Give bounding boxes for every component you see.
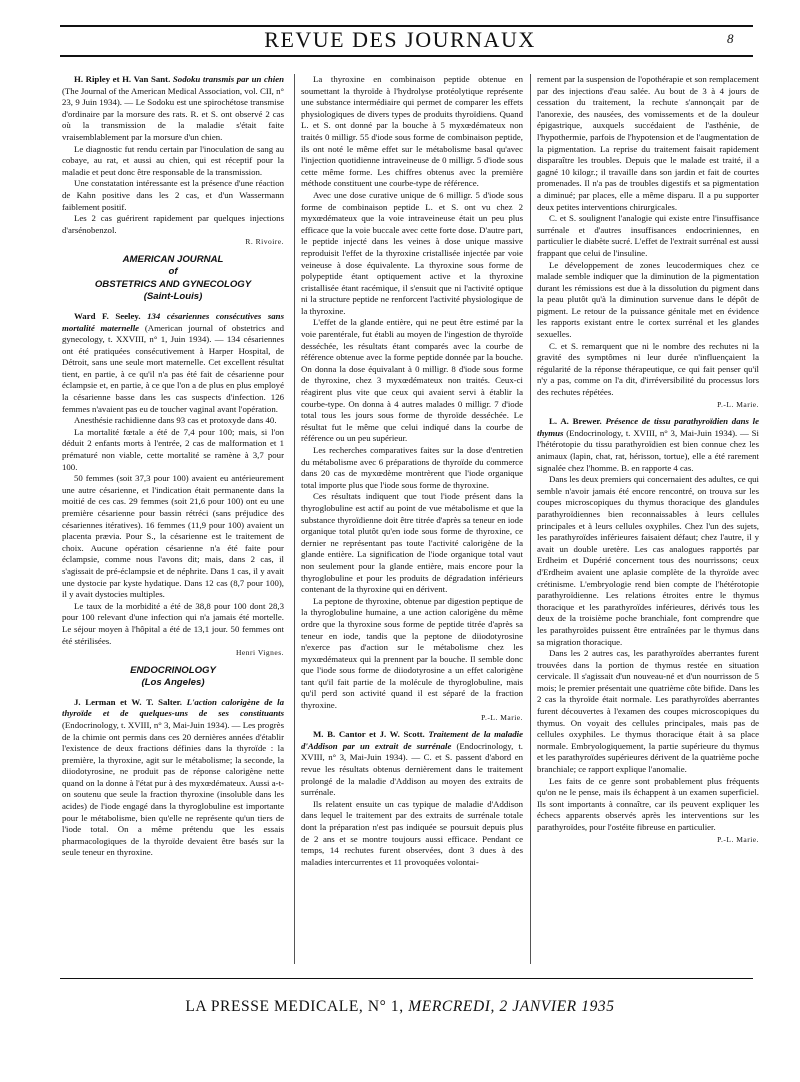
paragraph: Les faits de ce genre sont probablement plus fréquents qu'on ne le pense, mais ils échappent à un examen superficiel. Ils sont importants à connaître, car ils peuvent expliquer les échecs apparents observés après les interventions sur les parathyroïdes, pour l'ostéite fibreuse en particulier. — [537, 775, 759, 832]
article-authors: L. A. Brewer. — [549, 416, 602, 427]
article-body: (The Journal of the American Medical Association, vol. CII, n° 23, 9 Juin 1934). — Le Sodoku est une spirochétose transmise d'ordinaire par la morsure des rats. R. et S. ont observé 2 cas où la transmission de la maladie s'était faite vraisemblablement par la morsure d'un chien. — [62, 85, 284, 142]
article-authors: J. Lerman et W. T. Salter. — [74, 696, 182, 707]
paragraph: C. et S. remarquent que ni le nombre des rechutes ni la gravité des symptômes ni leur durée n'influençaient la régularité de la réponse thérapeutique, ce qui fait penser qu'il n'y a pas, comme on l'a dit, d'irréversibilité du processus lors des rechutes répétées. — [537, 340, 759, 398]
article-authors: Ward F. Seeley. — [74, 310, 141, 321]
article-body: (Endocrinology, t. XVIII, n° 3, Mai-Juin 1934). — C. et S. passent d'abord en revue les résultats obtenus dernièrement dans le traitement prolongé de la maladie d'Addison au moyen des extraits de surrénale. — [301, 740, 523, 798]
section-subheading: (Saint-Louis) — [143, 291, 203, 303]
section-heading: AMERICAN JOURNAL — [122, 253, 224, 265]
article-cantor — [301, 729, 523, 799]
article-title: Traitement de la maladie d'Addison par un extrait de surrénale — [301, 729, 523, 751]
section-subheading: (Los Angeles) — [141, 677, 205, 689]
signature: R. Rivoire. — [245, 237, 284, 247]
section-heading: ENDOCRINOLOGY — [130, 664, 216, 676]
paragraph: Le taux de la morbidité a été de 38,8 pour 100 dont 28,3 pour 100 relevant d'une infection qui n'a jamais été mortelle. Le séjour moyen à l'hôpital a été de 13,1 jour. 50 femmes ont été stérilisées. — [62, 600, 284, 646]
paragraph: Le développement de zones leucodermiques chez ce malade semble indiquer que la diminution de la pigmentation durant les rémissions est due à la dissolution du pigment dans la peau plutôt qu'à la diminution survenue dans le dépôt de pigment. Le retour de la puissance génitale met en évidence les rapports existant entre le cortex surrénal et les glandes sexuelles. — [537, 259, 759, 340]
signature: P.-L. Marie. — [481, 712, 523, 722]
section-heading: OBSTETRICS AND GYNECOLOGY — [94, 278, 252, 290]
article-title: Sodoku transmis par un chien — [172, 74, 284, 84]
paragraph: L'effet de la glande entière, qui ne peut être estimé par la voie parentérale, fut établi au moyen de l'ingestion de thyroïde desséchée, les résultats étant comparés avec la courbe de référence obtenue avec la forme peptide donnée par la bouche. On donna la dose équivalant à 0 milligr. 8 d'iode sous forme de thyroxine, chez 3 myxœdémateux non traités. Ceux-ci réagirent plus vite que ceux qui avaient servi à établir la courbe-type. On donna à 4 autres malades 0 milligr. 7 d'iode total tous les jours sous forme de thyroïde desséchée. Le résultat fut le même que celui indiqué dans la courbe de référence ou un peu supérieur. — [301, 317, 523, 444]
paragraph: Avec une dose curative unique de 6 milligr. 5 d'iode sous forme de combinaison peptide L. et S. ont vu chez 2 myxœdémateux que la voie intraveineuse était un peu plus efficace que la voie buccale avec cette forte dose. D'autre part, le peptide injecté dans les veines à dose unique massive reproduisit l'effet de la thyroxine cristallisée injectée par voie veineuse à dose équivalente. La thyroxine sous forme de polypeptide étant optiquement active et la thyroxine cristallisée étant racémique, il s'ensuit que ni l'activité optique ni la structure peptide ne renforcent l'activité physiologique de la thyroxine. — [301, 189, 523, 316]
article-title: 134 césariennes consécutives sans mortalité maternelle — [62, 310, 284, 333]
paragraph: rement par la suspension de l'opothérapie et son remplacement par des injections d'eau salée. Au bout de 3 à 4 jours de cessation du traitement, la rechute s'annonçait par de l'anorexie, des nausées, des vomissements et de la douleur épigastrique, auxquels succédaient de l'asthénie, de l'hypothermie, parfois de l'hypotension et de l'augmentation de la pigmentation. La reprise du traitement faisait rapidement disparaître les troubles. Depuis que le malade est traité, il a gagné 10 kilogr.; il travaille dans son jardin et fait de courtes promenades. Il n'a pas de troubles digestifs et sa pigmentation a diminué; par places, elle a même disparu. Il a pu supporter deux petites interventions chirurgicales. — [537, 74, 759, 212]
article-title: Présence de tissu parathyroïdien dans le thymus — [537, 416, 759, 438]
page-title: REVUE DES JOURNAUX — [264, 27, 536, 52]
article-authors: M. B. Cantor et J. W. Scott. — [313, 729, 425, 740]
paragraph: Le diagnostic fut rendu certain par l'inoculation de sang au cobaye, au rat, et aussi au chien, qui est réceptif pour la maladie et peut donc être responsable de la transmission. — [62, 143, 284, 177]
page-number: 8 — [727, 31, 734, 46]
paragraph: La peptone de thyroxine, obtenue par digestion peptique de la thyroglobuline humaine, a une action calorigène du même ordre que la thyroxine sous forme de peptide titrée d'après sa teneur en iode, tandis que la peptone de diiodotyrosine n'exerce pas d'action sur le métabolisme chez les myxœdémateux qui la prennent par la bouche. Il semble donc que l'iode sous forme de diiodotyrosine a un effet calorigène tant qu'il fait partie de la molécule de thyroglobuline, mais qu'il perd son activité quand il est séparé de la fraction thyroxine. — [301, 595, 523, 711]
column-1 — [62, 74, 284, 964]
paragraph: La mortalité fœtale a été de 7,4 pour 100; mais, si l'on déduit 2 enfants morts à l'entrée, 2 cas de malformation et 1 prématuré non viable, cette mortalité se ramène à 3,7 pour 100. — [62, 426, 284, 472]
footer-date: MERCREDI, 2 JANVIER 1935 — [408, 998, 615, 1015]
article-title: L'action calorigène de la thyroïde et de quelques-uns de ses constituants — [62, 696, 284, 719]
footer-rule — [60, 978, 753, 979]
article-lerman — [62, 697, 284, 859]
paragraph: Dans les deux premiers qui concernaient des adultes, ce qui semble n'avoir jamais été encore rencontré, on trouva sur les coupes microscopiques du thymus thoracique des glandules parathyroïdiennes bien reconnaissables à leurs cellules principales et à leurs cellules oxyphiles. Chez l'un des sujets, les parathyroïdes inférieures faisaient défaut; chez l'autre, il y avait un double uretère. Les cas analogues rapportés par Erdheim et Dupérié concernent tous des nourrissons; ceux d'Erdheim avaient une aplasie complète de la thyroïde avec crétinisme. L'embryologie rend bien compte de l'hétérotopie parathyroïdienne. Les relations étroites entre le thymus thoracique et les parathyroïdes inférieures, dérivés tous les deux de la troisième poche branchiale, font comprendre que les parathyroïdes puissent être entraînées par le thymus dans sa migration thoracique. — [537, 474, 759, 647]
article-authors: H. Ripley et H. Van Sant. — [74, 74, 171, 84]
column-2 — [301, 74, 523, 964]
paragraph: La thyroxine en combinaison peptide obtenue en soumettant la thyroïde à l'hydrolyse protéolytique représente une substance intermédiaire qui permet de comparer les effets physiologiques de divers types de produits thyroïdiens. Quand L. et S. ont donné par la bouche à 5 myxœdémateux non traités 0 milligr. 55 d'iode sous forme de combinaison peptide, ils ont noté le même effet sur le métabolisme basal qu'avec l'injection quotidienne intraveineuse de 0 milligr. 5 d'iode sous cette même forme. Les chiffres obtenus avec la première méthode constituent une courbe-type de référence. — [301, 74, 523, 189]
paragraph: Ils relatent ensuite un cas typique de maladie d'Addison dans lequel le traitement par des extraits de surrénale totale dont la préparation n'est pas indiquée se poursuit depuis plus de 2 ans et se montre toujours aussi efficace. Pendant ce temps, 14 rechutes furent observées, dont 3 dues à des maladies intercurrentes et 11 provoquées volontai- — [301, 798, 523, 867]
paragraph: Dans les 2 autres cas, les parathyroïdes aberrantes furent trouvées dans la portion de thymus restée en situation cervicale. Il s'agissait d'un nouveau-né et d'un nourrisson de 5 mois; le premier présentait une quatrième côte bifide. Dans les 2 cas la thyroïde était normale. Les parathyroïdes aberrantes furent découvertes à l'examen des coupes microscopiques du thymus. On voyait des cellules principales, mais pas de cellules oxyphiles. Le thymus thoracique était à sa place normale. Embryologiquement, la partie supérieure du thymus et les parathyroïdes supérieures dérivent de la quatrième poche branchiale; ce rapport explique l'anomalie. — [537, 648, 759, 775]
signature: Henri Vignes. — [236, 648, 284, 658]
column-divider — [530, 74, 531, 964]
paragraph: 50 femmes (soit 37,3 pour 100) avaient eu antérieurement une autre césarienne, et l'indication était permanente dans la moitié de ces cas. 29 femmes (soit 21,6 pour 100) ont eu une première césarienne pour bassin rétréci (sans préjudice des césariennes itératives). 16 femmes (11,9 pour 100) avaient un placenta prævia. Pour S., la césarienne est le traitement de choix. Aucune opération césarienne n'a été faite pour éclampsie, comme nous l'avons dit; mais, dans 2 cas, il s'agissait de pré-éclampsie et de néphrite. Dans 1 cas, il y avait une dystocie par kyste hydatique. Dans 12 cas (8,7 pour 100), il y avait dystocies multiples. — [62, 473, 284, 600]
paragraph: Une constatation intéressante est la présence d'une réaction de Kahn positive dans les 2 cas, et d'un Wassermann faiblement positif. — [62, 178, 284, 212]
section-heading: of — [168, 266, 178, 278]
paragraph: C. et S. soulignent l'analogie qui existe entre l'insuffisance surrénale et d'autres insuffisances endocriniennes, en particulier le diabète sucré. L'effet de l'extrait surrénal est aussi frappant que celui de l'insuline. — [537, 213, 759, 258]
column-3 — [537, 74, 759, 964]
paragraph: Les 2 cas guérirent rapidement par quelques injections d'arsénobenzol. — [62, 213, 284, 235]
article-seeley — [62, 311, 284, 415]
paragraph: Ces résultats indiquent que tout l'iode présent dans la thyroglobuline est actif au point de vue métabolisme et que la substance thyroïdienne doit être titrée d'après sa teneur en iode organique total plutôt qu'en iode sous forme de thyroxine, ce dernier ne représentant pas toute l'activité calorigène de la glande entière. La signification de l'iode organique total vaut non seulement pour la glande entière, mais encore pour la thyroglobuline et pour les produits de dégradation inférieurs contenant de la thyroxine qui en dérivent. — [301, 491, 523, 595]
article-brewer — [537, 416, 759, 474]
article-body: (American journal of obstetrics and gynecology, t. XXVIII, n° 1, Juin 1934). — 134 césariennes ont été pratiquées consécutivement à Harper Hospital, de Détroit, sans une seule mort maternelle. Cet excellent résultat tient, en partie, à ce qu'il n'a pas été fait de césarienne pour éclampsie et, en partie, à ce que l'on a de plus en plus employé la césarienne basse dans les cas suspects d'infection. 126 femmes n'avaient pas eu de toucher vaginal avant l'opération. — [62, 322, 284, 414]
article-body: (Endocrinology, t. XVIII, n° 3, Mai-Juin 1934). — Si l'hétérotopie du tissu parathyroïdien est bien connue chez les animaux (lapin, chat, rat, hérisson, tortue), elle a été rarement signalée chez l'homme. B. en rapporte 4 cas. — [537, 427, 759, 473]
article-ripley — [62, 74, 284, 144]
signature: P.-L. Marie. — [717, 399, 759, 409]
page-footer — [0, 998, 800, 1016]
paragraph: Anesthésie rachidienne dans 93 cas et protoxyde dans 40. — [74, 415, 277, 426]
column-divider — [294, 74, 295, 964]
signature: P.-L. Marie. — [717, 834, 759, 844]
footer-journal: LA PRESSE MEDICALE, N° 1, — [185, 998, 404, 1015]
article-body: (Endocrinology, t. XVIII, n° 3, Mai-Juin 1934). — Les progrès de la chimie ont permis dans ces 20 dernières années d'établir l'existence de deux fractions définies dans la thyroïde : la première, la thyroxine, agit sur le métabolisme; la seconde, la diiodotyrosine, ne produit pas de réponse calorigène nette quand on la donne à l'état pur à des myxœdémateux. Aussi a-t-on soutenu que seule la fraction thyroxine (insoluble dans les acides) de l'iode engagé dans la thyroglobuline est importante pour le métabolisme, bien qu'elle ne représente qu'un tiers de l'iode total. On a même prétendu que les essais pharmacologiques de la thyroïde devaient être basés sur la seule teneur en thyroxine. — [62, 719, 284, 858]
header-bottom-rule — [60, 55, 753, 57]
paragraph: Les recherches comparatives faites sur la dose d'entretien du métabolisme avec 6 préparations de thyroïde du commerce dans 20 cas de myxœdème montrèrent que l'iode organique total importe plus que l'iode sous forme de thyroxine. — [301, 445, 523, 490]
